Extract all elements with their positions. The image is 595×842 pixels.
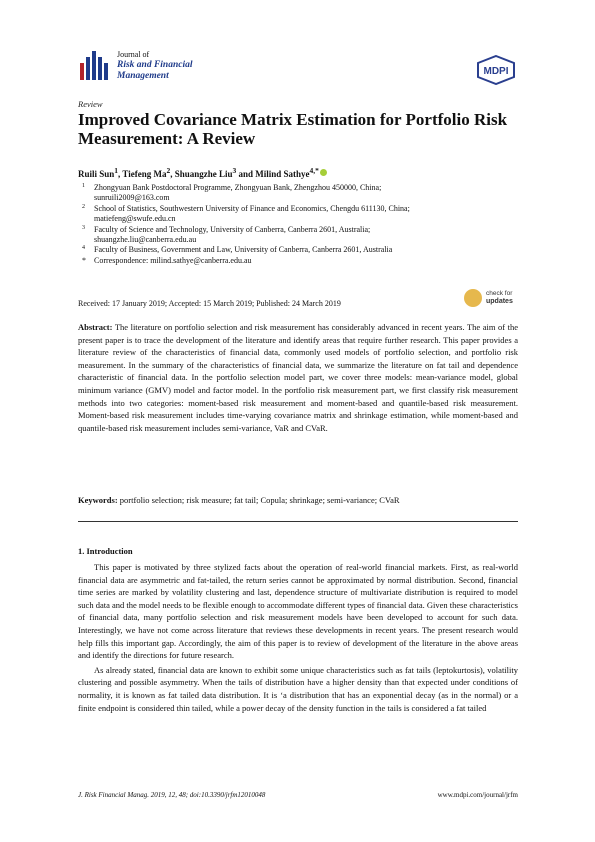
section-heading: 1. Introduction [78,546,133,556]
affiliation-text: Zhongyuan Bank Postdoctoral Programme, Zhongyuan Bank, Zhengzhou 450000, China; [94,183,382,192]
publication-dates: Received: 17 January 2019; Accepted: 15 March 2019; Published: 24 March 2019 [78,299,341,308]
journal-name [117,50,193,82]
correspondence-item [78,256,518,266]
body-paragraph: As already stated, financial data are known to exhibit some unique characteristics such as fat tails (leptokurtosis), volatility clustering and possible asymmetry. When the tails of distribution have a higher density than that expected under conditions of normality, it is known as fat tailed data distribution. It is ‘a distribution that has an exponential decay (as in the normal) or a finite endpoint is considered thin tailed, while a power decay of the density function in the tails is considered a fat tailed [78,664,518,713]
article-type: Review [78,99,103,109]
abstract-text: The literature on portfolio selection and risk measurement has considerably advanced in recent years. The aim of the present paper is to trace the development of the literature and identify areas that require further research. This paper provides a literature review of the characteristics of financial data, commonly used models of portfolio selection, and portfolio risk measurement. In the summary of the characteristics of financial data, we summarize the literature on fat tail and dependence characteristic of financial data. In the portfolio selection model part, we cover three models: mean-variance model, global minimum variance (GMV) model and factor model. In the portfolio risk measurement part, we first classify risk measurement methods into two categories: moment-based risk measurement and moment-based and quantile-based risk measurement. Moment-based risk measurement includes time-varying covariance matrix and shrinkage estimation, while moment-based and quantile-based risk measurement includes semi-variance, VaR and CVaR. [78,322,518,433]
affiliation-text: Faculty of Business, Government and Law, University of Canberra, Canberra 2601, Australia [94,245,393,255]
author-affil-sup: 1 [114,166,119,175]
correspondence-marker: * [82,255,86,265]
affiliation-number: 2 [82,203,85,210]
journal-name-line1: Risk and Financial [117,60,193,70]
affiliation-item [78,245,518,255]
affiliation-number: 3 [82,224,85,231]
affiliation-list [78,183,518,266]
affiliation-email[interactable]: sunruili2009@163.com [94,193,170,203]
mdpi-logo-text: MDPI [483,66,509,77]
author-affil-sup: 2 [166,166,171,175]
author-name[interactable]: Tiefeng Ma [122,169,167,179]
orcid-icon[interactable] [320,169,327,176]
article-title: Improved Covariance Matrix Estimation for Portfolio Risk Measurement: A Review [78,110,508,148]
keywords-label: Keywords: [78,495,118,505]
author-name[interactable]: Shuangzhe Liu [174,169,233,179]
body-paragraph: This paper is motivated by three stylized facts about the operation of real-world financial markets. First, as real-world financial data are asymmetric and fat-tailed, the return series cannot be approximated by normal distribution. Second, financial time series are marked by volatility clustering and last, dependence structure of multivariate distribution is required to model such data and the model needs to be flexible enough to accommodate different types of financial data. Given these characteristics of financial data, many portfolio selection and risk measurement models have been developed to account for such data. Interestingly, we have not come across literature that reviews these developments in recent years. The present research would help fills this important gap. Accordingly, the aim of this paper is to review of development of the literature in the above areas and identify the directions for future research. [78,562,518,661]
affiliation-item [78,225,518,246]
author-affil-sup: 4,* [309,166,319,175]
author-name[interactable]: Milind Sathye [255,169,310,179]
keywords [78,495,518,505]
author-list [78,166,327,179]
footer-citation-text: J. Risk Financial Manag. 2019, 12, 48; doi:10.3390/jrfm12010048 [78,791,266,799]
affiliation-item [78,204,518,225]
mdpi-logo-icon [475,55,517,85]
journal-of-label: Journal of [117,50,150,59]
author-name[interactable]: Ruili Sun [78,169,115,179]
author-separator: , [170,169,175,179]
correspondence-text[interactable]: Correspondence: milind.sathye@canberra.edu.au [94,255,252,265]
author-affil-sup: 3 [232,166,237,175]
journal-logo-icon [78,49,111,82]
footer-citation [78,791,265,799]
affiliation-email[interactable]: matiefeng@swufe.edu.cn [94,214,176,224]
author-separator: and [236,169,256,179]
section-body [78,561,518,714]
affiliation-item [78,183,518,204]
abstract [78,321,518,434]
check-updates-line1: check for [486,290,513,297]
affiliation-text: School of Statistics, Southwestern University of Finance and Economics, Chengdu 611130, China; [94,203,410,213]
section-divider [78,521,518,522]
check-updates-line2: updates [486,297,513,305]
abstract-label: Abstract: [78,322,113,332]
affiliation-number: 1 [82,183,85,189]
keywords-text: portfolio selection; risk measure; fat tail; Copula; shrinkage; semi-variance; CVaR [119,495,400,505]
affiliation-email[interactable]: shuangzhe.liu@canberra.edu.au [94,235,197,245]
check-for-updates-button[interactable] [464,288,520,310]
journal-name-line2: Management [117,71,169,81]
check-updates-icon [464,289,482,307]
affiliation-text: Faculty of Science and Technology, University of Canberra, Canberra 2601, Australia; [94,224,371,234]
author-separator: , [118,169,123,179]
affiliation-number: 4 [82,245,85,252]
footer-url[interactable]: www.mdpi.com/journal/jrfm [437,791,518,799]
